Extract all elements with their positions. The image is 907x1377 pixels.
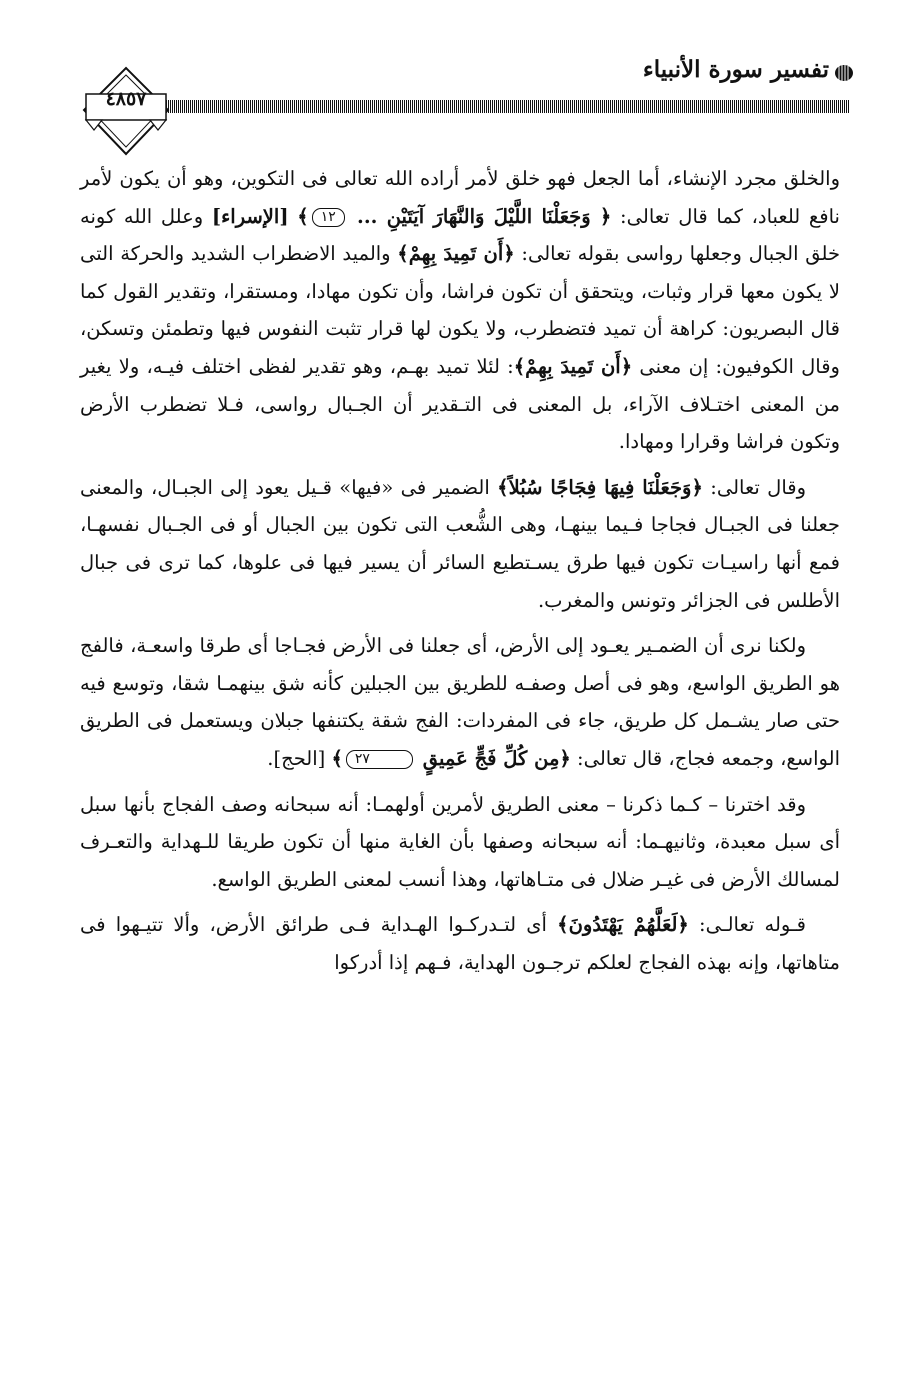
quran-verse: [الإسراء]	[211, 204, 289, 228]
quran-verse: ﴿وَجَعَلْنَا فِيهَا فِجَاجًا سُبُلاً﴾	[497, 475, 703, 499]
paragraph	[80, 160, 840, 461]
commentary-text: وقد اخترنا – كـما ذكرنا – معنى الطريق لأمرين أولهمـا: أنه سبحانه وصف الفجاج بأنها سبل أى سبل معبدة، وثانيهـما: أنه سبحانه وصفها بأن الغاية منها أن تكون طريقا للـهداية والتعـرف لمسالك الأرض فى غيـر ضلال فى متـاهاتها، وهذا أنسب لمعنى الطريق الواسع.	[80, 792, 840, 891]
paragraph	[80, 786, 840, 899]
paragraph	[80, 627, 840, 777]
commentary-text: ولكنا نرى أن الضمـير يعـود إلى الأرض، أى جعلنا فى الأرض فجـاجا أى طرقا واسعـة، فالفج هو الطريق الواسع، وهو فى أصل وصفـه للطريق بين الجبلين كأنه شق بينهمـا شقا، وتوسع فيه حتى صار يشـمل كل طريق، جاء فى المفردات: الفج شقة يكتنفها جبلان ويستعمل فى الطريق الواسع، وجمعه فجاج، قال تعالى:	[80, 634, 840, 770]
page-number-badge-icon	[80, 66, 172, 156]
quran-verse: ﴿أَن تَمِيدَ بِهِمْ﴾	[513, 354, 633, 378]
paragraph	[80, 906, 840, 981]
ayah-number-marker: ١٢	[312, 208, 345, 227]
commentary-text: أى لتـدركـوا الهـداية فـى طرائق الأرض، وألا تتيـهوا فى متاهاتها، وإنه بهذه الفجاج لعلكم ترجـون الهداية، فـهم إذا أدركوا	[80, 913, 840, 974]
commentary-text: والخلق مجرد الإنشاء، أما الجعل فهو خلق لأمر أراده الله تعالى فى التكوين، وهو أن يكون لأمر نافع للعباد، كما قال تعالى:	[80, 167, 840, 228]
body-text	[80, 160, 840, 989]
header-ornament-icon	[833, 63, 855, 83]
commentary-text: وعلل الله كونه خلق الجبال وجعلها رواسى بقوله تعالى:	[80, 204, 840, 266]
commentary-text	[289, 205, 298, 228]
quran-verse: ﴿لَعَلَّهُمْ يَهْتَدُونَ﴾	[557, 913, 689, 937]
quran-verse: ﴾	[331, 746, 343, 770]
quran-verse: ﴾	[297, 204, 309, 228]
page-number: ٤٨٥٧	[105, 88, 147, 110]
commentary-text: وقال تعالى:	[702, 475, 806, 499]
commentary-text: والميد الاضطراب الشديد والحركة التى لا يكون معها قرار وثبات، ويتحقق أن تكون فراشا، وأن تكون مهادا، ومستقرا، وتقدير القول كما قال البصريون: كراهة أن تميد فتضطرب، ولا يكون لها قرار تثبت النفوس فيها وتطمئن وتسكن، وقال الكوفيون: إن معنى	[80, 242, 840, 378]
commentary-text: : لئلا تميد بهـم، وهو تقدير لفظى اختلف فيـه، ولا يغير من المعنى اختـلاف الآراء، بل المعنى فى التـقدير أن الجـبال رواسى، فـلا تضطرب الأرض وتكون فراشا وقرارا ومهادا.	[80, 354, 840, 454]
commentary-text: قـوله تعالـى:	[688, 913, 806, 937]
ayah-number-marker: ٢٧	[346, 750, 413, 769]
quran-verse: ﴿مِن كُلِّ فَجٍّ عَمِيقٍ	[415, 746, 571, 770]
running-header-title: تفسير سورة الأنبياء	[642, 56, 829, 83]
commentary-text: الضمير فى «فيها» قـيل يعود إلى الجبـال، والمعنى جعلنا فى الجبـال فجاجا فـيما بينهـا، وهى الشُّعب التى تكون بين الجبال أو فى الجـبال نفسهـا، فمع أنها راسيـات تكون فيها طرق يسـتطيع السائر أن يسير فيها فى علوها، كما ترى فى جبال الأطلس فى الجزائر وتونس والمغرب.	[80, 475, 840, 612]
quran-verse: ﴿ وَجَعَلْنَا اللَّيْلَ وَالنَّهَارَ آيَتَيْنِ ...	[347, 204, 612, 228]
quran-verse: ﴿أَن تَمِيدَ بِهِمْ﴾	[397, 242, 515, 266]
paragraph	[80, 469, 840, 619]
commentary-text: [الحج].	[267, 746, 332, 770]
header-rule	[158, 100, 849, 113]
